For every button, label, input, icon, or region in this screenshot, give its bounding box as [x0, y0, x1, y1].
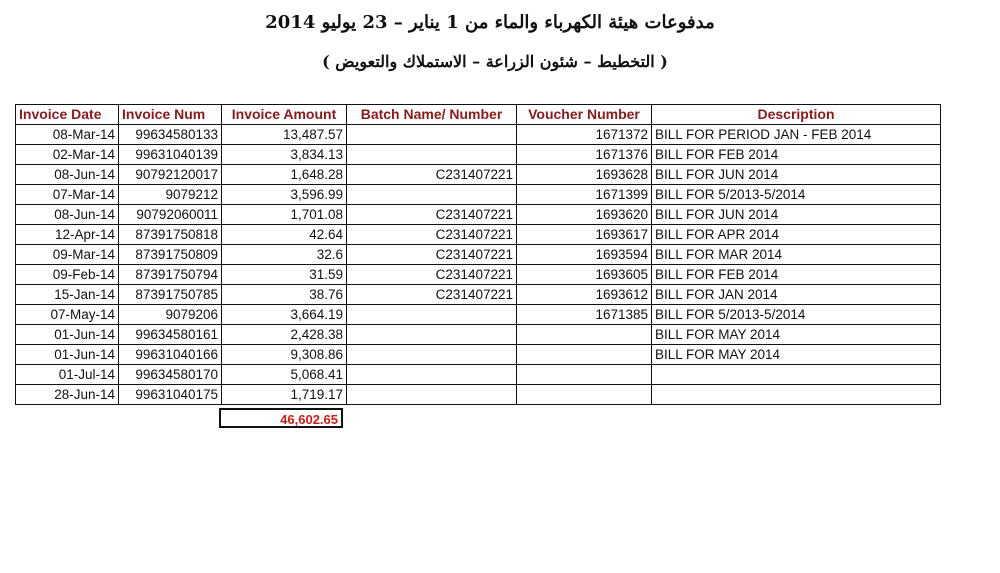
invoice-date-cell: 12-Apr-14	[16, 225, 119, 245]
table-row	[16, 285, 941, 305]
invoice-amount-cell: 1,719.17	[222, 385, 347, 405]
invoice-num-cell: 99634580170	[119, 365, 222, 385]
invoice-amount-cell: 1,701.08	[222, 205, 347, 225]
header-invoice-num: Invoice Num	[119, 105, 222, 125]
batch-number-cell	[347, 145, 517, 165]
voucher-number-cell: 1693628	[517, 165, 652, 185]
invoice-num-cell: 87391750785	[119, 285, 222, 305]
voucher-number-cell: 1671385	[517, 305, 652, 325]
invoice-date-cell: 01-Jul-14	[16, 365, 119, 385]
invoice-num-cell: 99634580161	[119, 325, 222, 345]
table-row	[16, 385, 941, 405]
description-cell: BILL FOR JUN 2014	[652, 205, 941, 225]
description-cell: BILL FOR FEB 2014	[652, 265, 941, 285]
invoice-amount-cell: 31.59	[222, 265, 347, 285]
voucher-number-cell: 1693617	[517, 225, 652, 245]
description-cell: BILL FOR MAY 2014	[652, 345, 941, 365]
table-row	[16, 345, 941, 365]
invoice-date-cell: 07-May-14	[16, 305, 119, 325]
description-cell: BILL FOR MAY 2014	[652, 325, 941, 345]
invoice-num-cell: 87391750809	[119, 245, 222, 265]
description-cell: BILL FOR JUN 2014	[652, 165, 941, 185]
invoice-date-cell: 09-Feb-14	[16, 265, 119, 285]
invoice-amount-total: 46,602.65	[219, 408, 343, 428]
table-row	[16, 225, 941, 245]
batch-number-cell: C231407221	[347, 165, 517, 185]
invoice-date-cell: 07-Mar-14	[16, 185, 119, 205]
description-cell: BILL FOR APR 2014	[652, 225, 941, 245]
table-row	[16, 265, 941, 285]
invoice-amount-cell: 3,596.99	[222, 185, 347, 205]
description-cell: BILL FOR 5/2013-5/2014	[652, 305, 941, 325]
invoice-date-cell: 01-Jun-14	[16, 345, 119, 365]
invoice-date-cell: 08-Jun-14	[16, 205, 119, 225]
header-invoice-date: Invoice Date	[16, 105, 119, 125]
invoice-num-cell: 99634580133	[119, 125, 222, 145]
table-row	[16, 365, 941, 385]
table-row	[16, 125, 941, 145]
invoice-amount-cell: 2,428.38	[222, 325, 347, 345]
table-row	[16, 245, 941, 265]
description-cell	[652, 385, 941, 405]
invoice-amount-cell: 32.6	[222, 245, 347, 265]
invoice-num-cell: 9079212	[119, 185, 222, 205]
invoice-num-cell: 9079206	[119, 305, 222, 325]
voucher-number-cell	[517, 385, 652, 405]
invoice-num-cell: 99631040175	[119, 385, 222, 405]
header-invoice-amount: Invoice Amount	[222, 105, 347, 125]
batch-number-cell	[347, 125, 517, 145]
invoice-amount-cell: 9,308.86	[222, 345, 347, 365]
voucher-number-cell: 1693605	[517, 265, 652, 285]
table-row	[16, 145, 941, 165]
batch-number-cell: C231407221	[347, 205, 517, 225]
voucher-number-cell	[517, 345, 652, 365]
invoice-amount-cell: 3,834.13	[222, 145, 347, 165]
invoice-date-cell: 08-Jun-14	[16, 165, 119, 185]
description-cell: BILL FOR MAR 2014	[652, 245, 941, 265]
header-voucher-number: Voucher Number	[517, 105, 652, 125]
invoice-date-cell: 08-Mar-14	[16, 125, 119, 145]
batch-number-cell	[347, 345, 517, 365]
table-row	[16, 185, 941, 205]
invoice-amount-cell: 3,664.19	[222, 305, 347, 325]
invoice-amount-cell: 5,068.41	[222, 365, 347, 385]
batch-number-cell: C231407221	[347, 285, 517, 305]
header-description: Description	[652, 105, 941, 125]
table-row	[16, 165, 941, 185]
batch-number-cell	[347, 365, 517, 385]
batch-number-cell: C231407221	[347, 245, 517, 265]
invoice-amount-cell: 1,648.28	[222, 165, 347, 185]
table-row	[16, 305, 941, 325]
batch-number-cell	[347, 325, 517, 345]
invoice-table	[15, 104, 941, 405]
description-cell: BILL FOR JAN 2014	[652, 285, 941, 305]
invoice-date-cell: 15-Jan-14	[16, 285, 119, 305]
description-cell: BILL FOR FEB 2014	[652, 145, 941, 165]
invoice-date-cell: 28-Jun-14	[16, 385, 119, 405]
voucher-number-cell	[517, 365, 652, 385]
invoice-date-cell: 09-Mar-14	[16, 245, 119, 265]
description-cell: BILL FOR PERIOD JAN - FEB 2014	[652, 125, 941, 145]
document-subtitle: ( التخطيط – شئون الزراعة – الاستملاك والتعويض )	[322, 52, 668, 71]
invoice-date-cell: 02-Mar-14	[16, 145, 119, 165]
description-cell	[652, 365, 941, 385]
table-header-row	[16, 105, 941, 125]
voucher-number-cell: 1671372	[517, 125, 652, 145]
batch-number-cell: C231407221	[347, 265, 517, 285]
invoice-num-cell: 99631040166	[119, 345, 222, 365]
invoice-num-cell: 87391750794	[119, 265, 222, 285]
invoice-amount-cell: 42.64	[222, 225, 347, 245]
invoice-num-cell: 90792120017	[119, 165, 222, 185]
document-title: مدفوعات هيئة الكهرباء والماء من 1 يناير – 23 يوليو 2014	[265, 12, 715, 33]
invoice-amount-cell: 38.76	[222, 285, 347, 305]
batch-number-cell: C231407221	[347, 225, 517, 245]
invoice-num-cell: 90792060011	[119, 205, 222, 225]
invoice-date-cell: 01-Jun-14	[16, 325, 119, 345]
voucher-number-cell: 1671399	[517, 185, 652, 205]
batch-number-cell	[347, 385, 517, 405]
voucher-number-cell: 1671376	[517, 145, 652, 165]
invoice-num-cell: 99631040139	[119, 145, 222, 165]
voucher-number-cell: 1693594	[517, 245, 652, 265]
voucher-number-cell: 1693620	[517, 205, 652, 225]
table-row	[16, 325, 941, 345]
header-batch-name: Batch Name/ Number	[347, 105, 517, 125]
batch-number-cell	[347, 305, 517, 325]
description-cell: BILL FOR 5/2013-5/2014	[652, 185, 941, 205]
invoice-amount-cell: 13,487.57	[222, 125, 347, 145]
voucher-number-cell	[517, 325, 652, 345]
table-row	[16, 205, 941, 225]
voucher-number-cell: 1693612	[517, 285, 652, 305]
invoice-num-cell: 87391750818	[119, 225, 222, 245]
batch-number-cell	[347, 185, 517, 205]
